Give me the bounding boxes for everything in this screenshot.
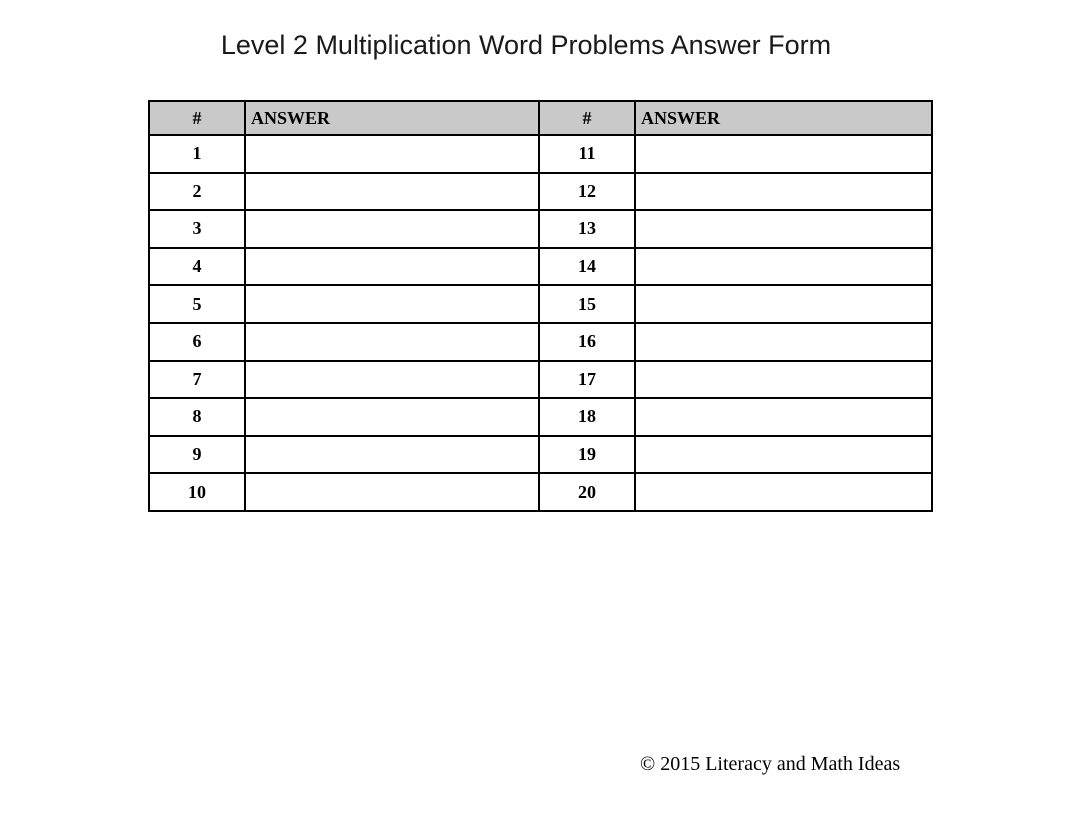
answer-cell-right — [635, 323, 932, 361]
copyright-footer: © 2015 Literacy and Math Ideas — [640, 753, 901, 775]
header-num-right: # — [539, 101, 635, 135]
header-row — [149, 101, 932, 135]
num-cell-left: 5 — [149, 285, 245, 323]
num-cell-right: 15 — [539, 285, 635, 323]
answer-table-header — [149, 101, 932, 135]
answer-cell-left — [245, 135, 539, 173]
num-cell-left: 2 — [149, 173, 245, 211]
num-cell-right: 17 — [539, 361, 635, 399]
table-row — [149, 285, 932, 323]
table-row — [149, 210, 932, 248]
num-cell-left: 10 — [149, 473, 245, 511]
num-cell-left: 8 — [149, 398, 245, 436]
answer-table-body — [149, 135, 932, 511]
table-row — [149, 436, 932, 474]
answer-cell-left — [245, 323, 539, 361]
header-answer-right: ANSWER — [635, 101, 932, 135]
answer-cell-left — [245, 173, 539, 211]
answer-cell-right — [635, 361, 932, 399]
answer-cell-left — [245, 436, 539, 474]
answer-cell-left — [245, 398, 539, 436]
table-row — [149, 248, 932, 286]
num-cell-left: 9 — [149, 436, 245, 474]
num-cell-right: 16 — [539, 323, 635, 361]
num-cell-right: 20 — [539, 473, 635, 511]
header-answer-left: ANSWER — [245, 101, 539, 135]
answer-cell-right — [635, 135, 932, 173]
num-cell-left: 6 — [149, 323, 245, 361]
num-cell-left: 7 — [149, 361, 245, 399]
answer-cell-left — [245, 285, 539, 323]
num-cell-right: 19 — [539, 436, 635, 474]
answer-cell-right — [635, 173, 932, 211]
answer-cell-left — [245, 473, 539, 511]
num-cell-right: 12 — [539, 173, 635, 211]
table-row — [149, 398, 932, 436]
table-row — [149, 173, 932, 211]
table-row — [149, 323, 932, 361]
answer-cell-right — [635, 436, 932, 474]
num-cell-right: 14 — [539, 248, 635, 286]
num-cell-left: 3 — [149, 210, 245, 248]
answer-cell-right — [635, 398, 932, 436]
num-cell-right: 13 — [539, 210, 635, 248]
answer-cell-right — [635, 210, 932, 248]
answer-table — [148, 100, 933, 512]
page-title: Level 2 Multiplication Word Problems Answer Form — [220, 30, 832, 60]
num-cell-left: 4 — [149, 248, 245, 286]
answer-cell-right — [635, 473, 932, 511]
answer-cell-left — [245, 248, 539, 286]
table-row — [149, 135, 932, 173]
table-row — [149, 361, 932, 399]
num-cell-left: 1 — [149, 135, 245, 173]
num-cell-right: 18 — [539, 398, 635, 436]
table-row — [149, 473, 932, 511]
answer-cell-left — [245, 210, 539, 248]
answer-cell-right — [635, 285, 932, 323]
num-cell-right: 11 — [539, 135, 635, 173]
header-num-left: # — [149, 101, 245, 135]
answer-cell-left — [245, 361, 539, 399]
answer-cell-right — [635, 248, 932, 286]
